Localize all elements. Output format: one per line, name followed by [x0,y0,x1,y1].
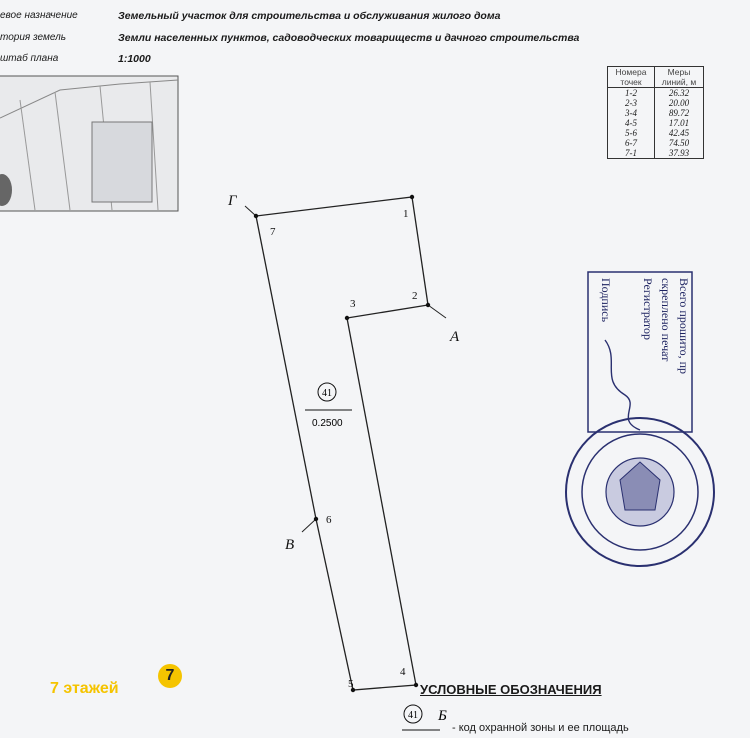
legend-description: - код охранной зоны и ее площадь [452,722,629,734]
registration-stamp [566,272,714,566]
vertex-1 [410,195,414,199]
vertex-3 [345,316,349,320]
letter-a: А [450,329,460,345]
watermark-badge-icon: 7 [158,664,182,688]
vertex-label-6: 6 [326,514,332,526]
stamp-line-3: Регистратор [641,278,655,341]
vertex-label-4: 4 [400,666,406,678]
col-points-header: Номера точек [608,67,655,88]
vertex-label-2: 2 [412,290,418,302]
vertex-2 [426,303,430,307]
zone-label [305,383,352,429]
tick-v [302,519,316,532]
cell-points: 3-4 [608,108,655,118]
cell-points: 1-2 [608,88,655,99]
vertex-label-5: 5 [348,678,354,690]
purpose-label: евое назначение [0,10,78,21]
zone-area: 0.2500 [312,418,343,429]
legend-title: УСЛОВНЫЕ ОБОЗНАЧЕНИЯ [420,682,602,697]
legend-symbol-letter: Б [438,708,447,724]
cell-points: 2-3 [608,98,655,108]
cell-points: 6-7 [608,138,655,148]
parcel-boundary [256,197,428,690]
vertex-label-1: 1 [403,208,409,220]
tick-g [245,206,256,216]
cell-length: 42.45 [655,128,704,138]
scale-value: 1:1000 [118,53,151,65]
watermark-text: 7 этажей [50,680,119,697]
stamp-line-2: скреплено печат [659,278,673,362]
vertex-4 [414,683,418,687]
cell-length: 20.00 [655,98,704,108]
letter-g: Г [228,193,237,209]
location-sketch [0,76,178,211]
category-value: Земли населенных пунктов, садоводческих товариществ и дачного строительства [118,32,580,44]
purpose-value: Земельный участок для строительства и обслуживания жилого дома [118,10,501,22]
cell-points: 7-1 [608,148,655,159]
letter-v: В [285,537,295,553]
vertex-6 [314,517,318,521]
cell-points: 5-6 [608,128,655,138]
zone-number: 41 [322,388,332,399]
legend-symbol-number: 41 [408,710,418,721]
stamp-line-1: Всего прошито, пр [677,278,691,375]
category-label: тория земель [0,32,66,43]
cell-length: 74.50 [655,138,704,148]
scale-label: штаб плана [0,53,59,64]
cell-points: 4-5 [608,118,655,128]
tick-a [428,305,446,318]
cell-length: 37.93 [655,148,704,159]
vertex-7 [254,214,258,218]
vertex-label-7: 7 [270,226,276,238]
vertex-label-3: 3 [350,298,356,310]
cell-length: 89.72 [655,108,704,118]
cell-length: 26.32 [655,88,704,99]
legend-symbol [402,705,447,730]
col-length-header: Меры линий, м [655,67,704,88]
cell-length: 17.01 [655,118,704,128]
stamp-line-4: Подпись [599,278,613,323]
